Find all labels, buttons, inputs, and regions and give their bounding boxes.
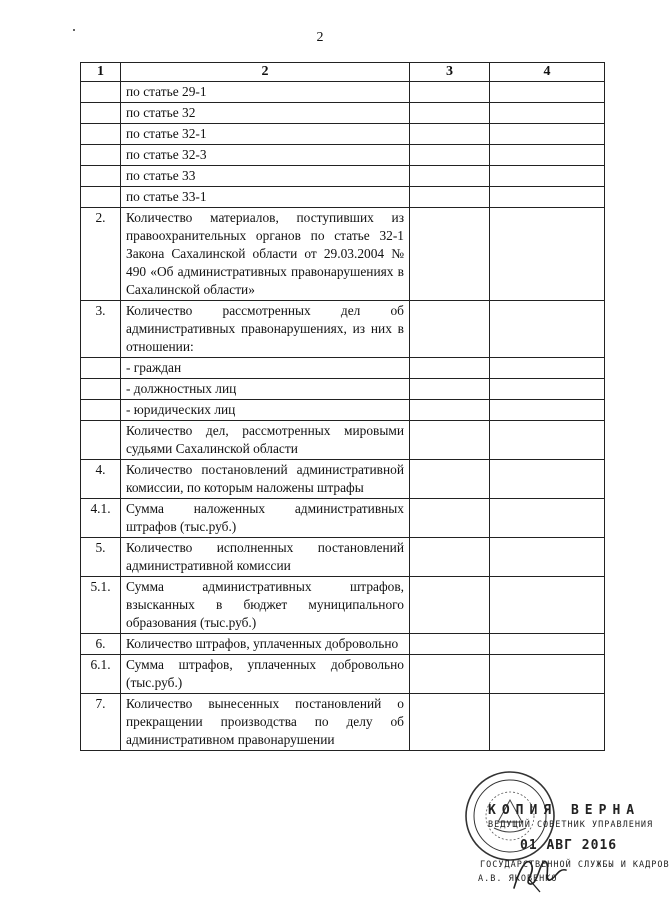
row-value-4 — [490, 421, 605, 460]
row-text: Количество рассмотренных дел об административных правонарушениях, из них в отношении: — [121, 301, 410, 358]
row-number — [81, 103, 121, 124]
row-number: 5.1. — [81, 577, 121, 634]
row-text: - юридических лиц — [121, 400, 410, 421]
row-text: Количество постановлений административной комиссии, по которым наложены штрафы — [121, 460, 410, 499]
row-value-4 — [490, 103, 605, 124]
stamp-position: ВЕДУЩИЙ СОВЕТНИК УПРАВЛЕНИЯ — [488, 820, 654, 830]
table-row — [81, 538, 605, 577]
column-header-1: 1 — [81, 63, 121, 82]
row-value-4 — [490, 187, 605, 208]
column-header-2: 2 — [121, 63, 410, 82]
row-number: 3. — [81, 301, 121, 358]
table-row — [81, 166, 605, 187]
row-text: Сумма административных штрафов, взысканных в бюджет муниципального образования (тыс.руб.) — [121, 577, 410, 634]
row-text: Количество вынесенных постановлений о прекращении производства по делу об административном правонарушении — [121, 694, 410, 751]
row-number — [81, 145, 121, 166]
row-number: 6. — [81, 634, 121, 655]
table-row — [81, 124, 605, 145]
row-text: по статье 33 — [121, 166, 410, 187]
row-value-4 — [490, 499, 605, 538]
table-row — [81, 499, 605, 538]
table-row — [81, 634, 605, 655]
row-number: 4.1. — [81, 499, 121, 538]
row-text: по статье 29-1 — [121, 82, 410, 103]
table-row — [81, 208, 605, 301]
row-number — [81, 82, 121, 103]
row-value-3 — [410, 379, 490, 400]
table-row — [81, 103, 605, 124]
row-number — [81, 400, 121, 421]
table-row — [81, 460, 605, 499]
row-value-4 — [490, 634, 605, 655]
row-value-4 — [490, 694, 605, 751]
row-value-3 — [410, 400, 490, 421]
row-text: Сумма наложенных административных штрафов (тыс.руб.) — [121, 499, 410, 538]
row-value-4 — [490, 124, 605, 145]
row-value-3 — [410, 187, 490, 208]
row-text: по статье 32-3 — [121, 145, 410, 166]
row-text: Количество материалов, поступивших из правоохранительных органов по статье 32-1 Закона Сахалинской области от 29.03.2004 № 490 «Об административных правонарушениях в Сахалинской области» — [121, 208, 410, 301]
column-header-3: 3 — [410, 63, 490, 82]
row-value-4 — [490, 400, 605, 421]
row-value-4 — [490, 460, 605, 499]
row-text: по статье 33-1 — [121, 187, 410, 208]
row-text: по статье 32-1 — [121, 124, 410, 145]
row-value-3 — [410, 538, 490, 577]
row-number — [81, 166, 121, 187]
report-table — [80, 62, 605, 751]
row-value-4 — [490, 538, 605, 577]
table-row — [81, 400, 605, 421]
row-value-3 — [410, 301, 490, 358]
row-number: 2. — [81, 208, 121, 301]
row-number: 7. — [81, 694, 121, 751]
row-value-4 — [490, 379, 605, 400]
row-text: по статье 32 — [121, 103, 410, 124]
table-row — [81, 82, 605, 103]
row-value-3 — [410, 166, 490, 187]
row-value-4 — [490, 82, 605, 103]
row-value-3 — [410, 577, 490, 634]
row-number — [81, 187, 121, 208]
table-row — [81, 421, 605, 460]
row-number: 6.1. — [81, 655, 121, 694]
table-row — [81, 577, 605, 634]
table-header-row — [81, 63, 605, 82]
row-text: Количество дел, рассмотренных мировыми судьями Сахалинской области — [121, 421, 410, 460]
row-value-3 — [410, 460, 490, 499]
table-row — [81, 145, 605, 166]
row-value-4 — [490, 208, 605, 301]
row-value-3 — [410, 694, 490, 751]
row-number — [81, 379, 121, 400]
row-value-4 — [490, 166, 605, 187]
page-number: 2 — [316, 30, 324, 45]
row-value-3 — [410, 655, 490, 694]
row-text: Количество штрафов, уплаченных добровольно — [121, 634, 410, 655]
table-row — [81, 655, 605, 694]
row-value-3 — [410, 208, 490, 301]
table-row — [81, 301, 605, 358]
table-row — [81, 358, 605, 379]
column-header-4: 4 — [490, 63, 605, 82]
row-number — [81, 421, 121, 460]
row-value-4 — [490, 358, 605, 379]
row-value-3 — [410, 499, 490, 538]
row-value-4 — [490, 301, 605, 358]
row-value-3 — [410, 358, 490, 379]
row-value-3 — [410, 634, 490, 655]
stamp-department: ГОСУДАРСТВЕННОЙ СЛУЖБЫ И КАДРОВ — [480, 860, 670, 870]
row-number: 4. — [81, 460, 121, 499]
row-text: Количество исполненных постановлений административной комиссии — [121, 538, 410, 577]
row-value-4 — [490, 655, 605, 694]
row-text: Сумма штрафов, уплаченных добровольно (тыс.руб.) — [121, 655, 410, 694]
signature-icon — [510, 848, 570, 896]
row-number — [81, 358, 121, 379]
table-row — [81, 187, 605, 208]
row-value-3 — [410, 421, 490, 460]
row-value-4 — [490, 145, 605, 166]
row-text: - граждан — [121, 358, 410, 379]
row-value-3 — [410, 145, 490, 166]
row-value-3 — [410, 103, 490, 124]
row-text: - должностных лиц — [121, 379, 410, 400]
table-row — [81, 694, 605, 751]
row-value-3 — [410, 124, 490, 145]
row-number: 5. — [81, 538, 121, 577]
stamp-date: 01 АВГ 2016 — [520, 838, 618, 853]
table-row — [81, 379, 605, 400]
stamp-copy-text: КОПИЯ ВЕРНА — [488, 803, 641, 818]
row-value-4 — [490, 577, 605, 634]
row-value-3 — [410, 82, 490, 103]
row-number — [81, 124, 121, 145]
stamp-name: А.В. ЯКОВЕНКО — [478, 874, 558, 884]
